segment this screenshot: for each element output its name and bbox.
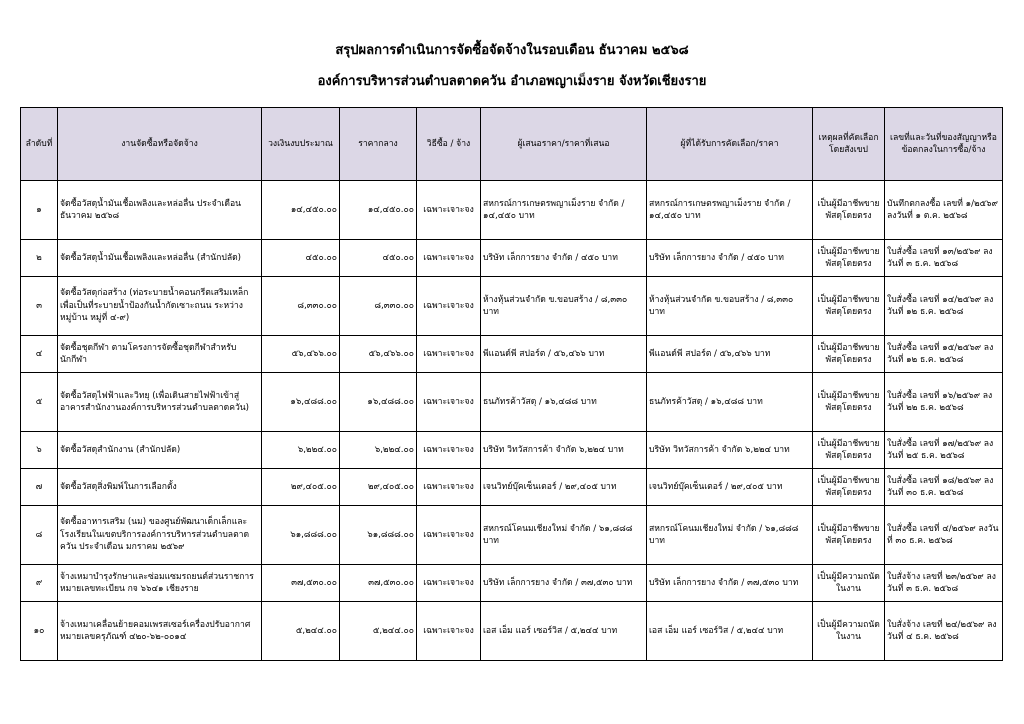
cell-selected: พีแอนด์พี สปอร์ต / ๕๖,๔๖๖ บาท xyxy=(647,336,813,373)
cell-work: จัดซื้อวัสดุน้ำมันเชื้อเพลิงและหล่อลื่น ประจำเดือน ธันวาคม ๒๕๖๘ xyxy=(58,181,262,240)
table-row xyxy=(21,432,1003,469)
table-row xyxy=(21,373,1003,432)
cell-bidders: สหกรณ์การเกษตรพญาเม็งราย จำกัด / ๑๔,๔๕๐ บาท xyxy=(481,181,647,240)
cell-method: เฉพาะเจาะจง xyxy=(417,240,481,277)
cell-selected: สหกรณ์โคนมเชียงใหม่ จำกัด / ๖๑,๘๘๘ บาท xyxy=(647,506,813,565)
table-row xyxy=(21,240,1003,277)
header-bidders: ผู้เสนอราคา/ราคาที่เสนอ xyxy=(481,108,647,181)
cell-bidders: บริษัท เล็กการยาง จำกัด / ๔๕๐ บาท xyxy=(481,240,647,277)
cell-reason: เป็นผู้มีอาชีพขายพัสดุโดยตรง xyxy=(813,506,885,565)
cell-no: ๑ xyxy=(21,181,58,240)
cell-budget: ๖๑,๘๘๘.๐๐ xyxy=(262,506,340,565)
cell-bidders: เอส เอ็ม แอร์ เซอร์วิส / ๕,๒๔๔ บาท xyxy=(481,602,647,661)
cell-median-price: ๘,๓๓๐.๐๐ xyxy=(340,277,417,336)
cell-contract: ใบสั่งซื้อ เลขที่ ๑๖/๒๕๖๙ ลงวันที่ ๒๒ ธ.ค. ๒๕๖๘ xyxy=(885,373,1003,432)
cell-median-price: ๕,๒๔๔.๐๐ xyxy=(340,602,417,661)
cell-median-price: ๓๗,๕๓๐.๐๐ xyxy=(340,565,417,602)
cell-reason: เป็นผู้มีอาชีพขายพัสดุโดยตรง xyxy=(813,181,885,240)
cell-median-price: ๑๔,๔๕๐.๐๐ xyxy=(340,181,417,240)
cell-work: จ้างเหมาเคลื่อนย้ายคอมเพรสเซอร์เครื่องปรับอากาศ หมายเลขครุภัณฑ์ ๔๒๐-๖๒-๐๐๑๔ xyxy=(58,602,262,661)
cell-budget: ๒๙,๔๐๕.๐๐ xyxy=(262,469,340,506)
header-contract: เลขที่และวันที่ของสัญญาหรือข้อตกลงในการซื้อ/จ้าง xyxy=(885,108,1003,181)
cell-budget: ๖,๒๒๔.๐๐ xyxy=(262,432,340,469)
cell-reason: เป็นผู้มีความถนัดในงาน xyxy=(813,602,885,661)
cell-selected: บริษัท เล็กการยาง จำกัด / ๔๕๐ บาท xyxy=(647,240,813,277)
cell-method: เฉพาะเจาะจง xyxy=(417,277,481,336)
cell-budget: ๑๔,๔๕๐.๐๐ xyxy=(262,181,340,240)
cell-reason: เป็นผู้มีอาชีพขายพัสดุโดยตรง xyxy=(813,277,885,336)
header-median-price: ราคากลาง xyxy=(340,108,417,181)
cell-selected: สหกรณ์การเกษตรพญาเม็งราย จำกัด / ๑๔,๔๕๐ บาท xyxy=(647,181,813,240)
cell-no: ๕ xyxy=(21,373,58,432)
cell-median-price: ๖,๒๒๔.๐๐ xyxy=(340,432,417,469)
header-work: งานจัดซื้อหรือจัดจ้าง xyxy=(58,108,262,181)
cell-selected: ห้างหุ้นส่วนจำกัด ข.ขอบสร้าง / ๘,๓๓๐ บาท xyxy=(647,277,813,336)
cell-no: ๙ xyxy=(21,565,58,602)
cell-work: จัดซื้อวัสดุสิ่งพิมพ์ในการเลือกตั้ง xyxy=(58,469,262,506)
cell-bidders: ธนภัทรค้าวัสดุ / ๑๖,๔๘๘ บาท xyxy=(481,373,647,432)
cell-bidders: บริษัท เล็กการยาง จำกัด / ๓๗,๕๓๐ บาท xyxy=(481,565,647,602)
table-row xyxy=(21,277,1003,336)
cell-no: ๔ xyxy=(21,336,58,373)
header-method: วิธีซื้อ / จ้าง xyxy=(417,108,481,181)
cell-selected: เอส เอ็ม แอร์ เซอร์วิส / ๕,๒๔๔ บาท xyxy=(647,602,813,661)
header-no: ลำดับที่ xyxy=(21,108,58,181)
cell-contract: ใบสั่งซื้อ เลขที่ ๑๓/๒๕๖๙ ลงวันที่ ๓ ธ.ค. ๒๕๖๘ xyxy=(885,240,1003,277)
cell-median-price: ๔๕๐.๐๐ xyxy=(340,240,417,277)
table-row xyxy=(21,336,1003,373)
cell-budget: ๓๗,๕๓๐.๐๐ xyxy=(262,565,340,602)
header-selected: ผู้ที่ได้รับการคัดเลือก/ราคา xyxy=(647,108,813,181)
cell-contract: ใบสั่งซื้อ เลขที่ ๑๘/๒๕๖๙ ลงวันที่ ๓๐ ธ.ค. ๒๕๖๘ xyxy=(885,469,1003,506)
cell-work: จัดซื้อวัสดุน้ำมันเชื้อเพลิงและหล่อลื่น (สำนักปลัด) xyxy=(58,240,262,277)
cell-work: จัดซื้อวัสดุไฟฟ้าและวิทยุ (เพื่อเดินสายไฟฟ้าเข้าสู่อาคารสำนักงานองค์การบริหารส่วนตำบลตาดควัน) xyxy=(58,373,262,432)
cell-method: เฉพาะเจาะจง xyxy=(417,469,481,506)
cell-contract: ใบสั่งซื้อ เลขที่ ๑๗/๒๕๖๙ ลงวันที่ ๒๕ ธ.ค. ๒๕๖๘ xyxy=(885,432,1003,469)
cell-budget: ๔๕๐.๐๐ xyxy=(262,240,340,277)
cell-work: จ้างเหมาบำรุงรักษาและซ่อมแซมรถยนต์ส่วนราชการ หมายเลขทะเบียน กจ ๖๖๔๑ เชียงราย xyxy=(58,565,262,602)
cell-bidders: บริษัท วิทวัสการค้า จำกัด ๖,๒๒๔ บาท xyxy=(481,432,647,469)
cell-no: ๑๐ xyxy=(21,602,58,661)
cell-method: เฉพาะเจาะจง xyxy=(417,373,481,432)
cell-work: จัดซื้อชุดกีฬา ตามโครงการจัดซื้อชุดกีฬาสำหรับนักกีฬา xyxy=(58,336,262,373)
cell-reason: เป็นผู้มีอาชีพขายพัสดุโดยตรง xyxy=(813,240,885,277)
cell-bidders: ห้างหุ้นส่วนจำกัด ข.ขอบสร้าง / ๘,๓๓๐ บาท xyxy=(481,277,647,336)
cell-method: เฉพาะเจาะจง xyxy=(417,506,481,565)
cell-bidders: พีแอนด์พี สปอร์ต / ๕๖,๔๖๖ บาท xyxy=(481,336,647,373)
table-header-row xyxy=(21,108,1003,181)
cell-method: เฉพาะเจาะจง xyxy=(417,432,481,469)
cell-method: เฉพาะเจาะจง xyxy=(417,181,481,240)
cell-work: จัดซื้อวัสดุก่อสร้าง (ท่อระบายน้ำคอนกรีตเสริมเหล็ก เพื่อเป็นที่ระบายน้ำป้องกันน้ำกัดเซาะถนน ระหว่างหมู่บ้าน หมู่ที่ ๔-๙) xyxy=(58,277,262,336)
table-row xyxy=(21,602,1003,661)
organization-title: องค์การบริหารส่วนตำบลตาดควัน อำเภอพญาเม็งราย จังหวัดเชียงราย xyxy=(317,74,707,89)
procurement-table xyxy=(20,107,1003,661)
document-title: สรุปผลการดำเนินการจัดซื้อจัดจ้างในรอบเดือน ธันวาคม ๒๕๖๘ xyxy=(335,43,689,58)
cell-median-price: ๖๑,๘๘๘.๐๐ xyxy=(340,506,417,565)
cell-contract: ใบสั่งจ้าง เลขที่ ๒๓/๒๕๖๙ ลงวันที่ ๓ ธ.ค. ๒๕๖๘ xyxy=(885,565,1003,602)
cell-reason: เป็นผู้มีอาชีพขายพัสดุโดยตรง xyxy=(813,336,885,373)
header-budget: วงเงินงบประมาณ xyxy=(262,108,340,181)
cell-reason: เป็นผู้มีความถนัดในงาน xyxy=(813,565,885,602)
cell-method: เฉพาะเจาะจง xyxy=(417,602,481,661)
cell-median-price: ๕๖,๔๖๖.๐๐ xyxy=(340,336,417,373)
cell-contract: บันทึกตกลงซื้อ เลขที่ ๑/๒๕๖๙ ลงวันที่ ๑ ต.ค. ๒๕๖๘ xyxy=(885,181,1003,240)
cell-reason: เป็นผู้มีอาชีพขายพัสดุโดยตรง xyxy=(813,432,885,469)
cell-contract: ใบสั่งซื้อ เลขที่ ๑๔/๒๕๖๙ ลงวันที่ ๑๒ ธ.ค. ๒๕๖๘ xyxy=(885,277,1003,336)
cell-no: ๗ xyxy=(21,469,58,506)
cell-method: เฉพาะเจาะจง xyxy=(417,336,481,373)
cell-contract: ใบสั่งซื้อ เลขที่ ๑๕/๒๕๖๙ ลงวันที่ ๑๒ ธ.ค. ๒๕๖๘ xyxy=(885,336,1003,373)
cell-contract: ใบสั่งซื้อ เลขที่ ๔/๒๕๖๙ ลงวันที่ ๓๐ ธ.ค. ๒๕๖๘ xyxy=(885,506,1003,565)
cell-budget: ๑๖,๔๘๘.๐๐ xyxy=(262,373,340,432)
cell-contract: ใบสั่งจ้าง เลขที่ ๒๔/๒๕๖๙ ลงวันที่ ๔ ธ.ค. ๒๕๖๘ xyxy=(885,602,1003,661)
cell-work: จัดซื้อวัสดุสำนักงาน (สำนักปลัด) xyxy=(58,432,262,469)
cell-no: ๘ xyxy=(21,506,58,565)
cell-selected: บริษัท เล็กการยาง จำกัด / ๓๗,๕๓๐ บาท xyxy=(647,565,813,602)
header-reason: เหตุผลที่คัดเลือกโดยสังเขป xyxy=(813,108,885,181)
cell-selected: บริษัท วิทวัสการค้า จำกัด ๖,๒๒๔ บาท xyxy=(647,432,813,469)
table-row xyxy=(21,469,1003,506)
table-row xyxy=(21,506,1003,565)
cell-budget: ๕,๒๔๔.๐๐ xyxy=(262,602,340,661)
cell-method: เฉพาะเจาะจง xyxy=(417,565,481,602)
cell-no: ๓ xyxy=(21,277,58,336)
cell-budget: ๕๖,๔๖๖.๐๐ xyxy=(262,336,340,373)
cell-median-price: ๒๙,๔๐๕.๐๐ xyxy=(340,469,417,506)
cell-no: ๒ xyxy=(21,240,58,277)
cell-budget: ๘,๓๓๐.๐๐ xyxy=(262,277,340,336)
cell-no: ๖ xyxy=(21,432,58,469)
cell-reason: เป็นผู้มีอาชีพขายพัสดุโดยตรง xyxy=(813,373,885,432)
table-row xyxy=(21,181,1003,240)
cell-work: จัดซื้ออาหารเสริม (นม) ของศูนย์พัฒนาเด็กเล็กและโรงเรียนในเขตบริการองค์การบริหารส่วนตำบลตาดควัน ประจำเดือน มกราคม ๒๕๖๙ xyxy=(58,506,262,565)
table-row xyxy=(21,565,1003,602)
cell-bidders: เจนวิทย์บุ๊คเซ็นเตอร์ / ๒๙,๔๐๕ บาท xyxy=(481,469,647,506)
cell-reason: เป็นผู้มีอาชีพขายพัสดุโดยตรง xyxy=(813,469,885,506)
cell-bidders: สหกรณ์โคนมเชียงใหม่ จำกัด / ๖๑,๘๘๘ บาท xyxy=(481,506,647,565)
cell-selected: เจนวิทย์บุ๊คเซ็นเตอร์ / ๒๙,๔๐๕ บาท xyxy=(647,469,813,506)
cell-selected: ธนภัทรค้าวัสดุ / ๑๖,๔๘๘ บาท xyxy=(647,373,813,432)
cell-median-price: ๑๖,๔๘๘.๐๐ xyxy=(340,373,417,432)
